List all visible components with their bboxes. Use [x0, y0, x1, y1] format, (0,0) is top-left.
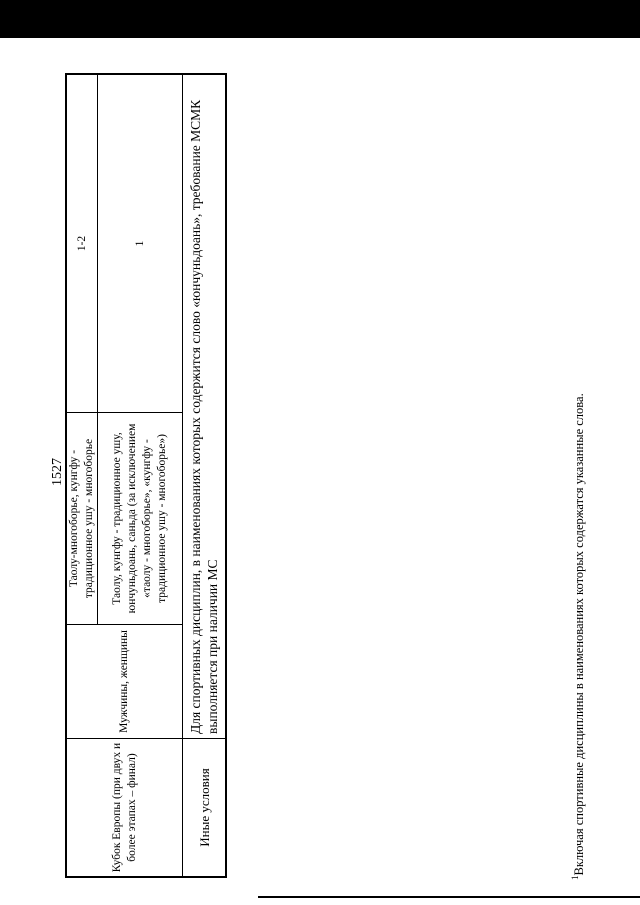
bottom-scan-border — [258, 896, 640, 898]
footnote-text: Включая спортивные дисциплины в наименованиях которых содержатся указанные слова. — [572, 393, 587, 876]
footnote — [567, 280, 587, 880]
places-cell-individual: 1 — [97, 75, 182, 412]
competition-cell: Кубок Европы (при двух и более этапах – финал) — [67, 738, 182, 876]
footnote-marker: 1 — [570, 875, 580, 880]
disciplines-cell-all-around: Таолу-многоборье, кунгфу - традиционное ушу - многоборье — [67, 412, 97, 624]
disciplines-cell-individual: Таолу, кунгфу - традиционное ушу, юнчуньдоань, саньда (за исключением «таолу - многоборье», «кунгфу - традиционное ушу - многоборье») — [97, 412, 182, 624]
top-scan-border — [0, 0, 640, 38]
page-number: 1527 — [50, 458, 65, 486]
places-cell-all-around: 1-2 — [75, 235, 88, 252]
other-conditions-text: Для спортивных дисциплин, в наименованиях которых содержится слово «юнчуньдоань», требование МСМК выполняется при наличии МС — [182, 75, 225, 738]
requirements-table — [65, 73, 227, 878]
other-conditions-label: Иные условия — [182, 738, 225, 876]
participants-cell: Мужчины, женщины — [67, 624, 182, 738]
